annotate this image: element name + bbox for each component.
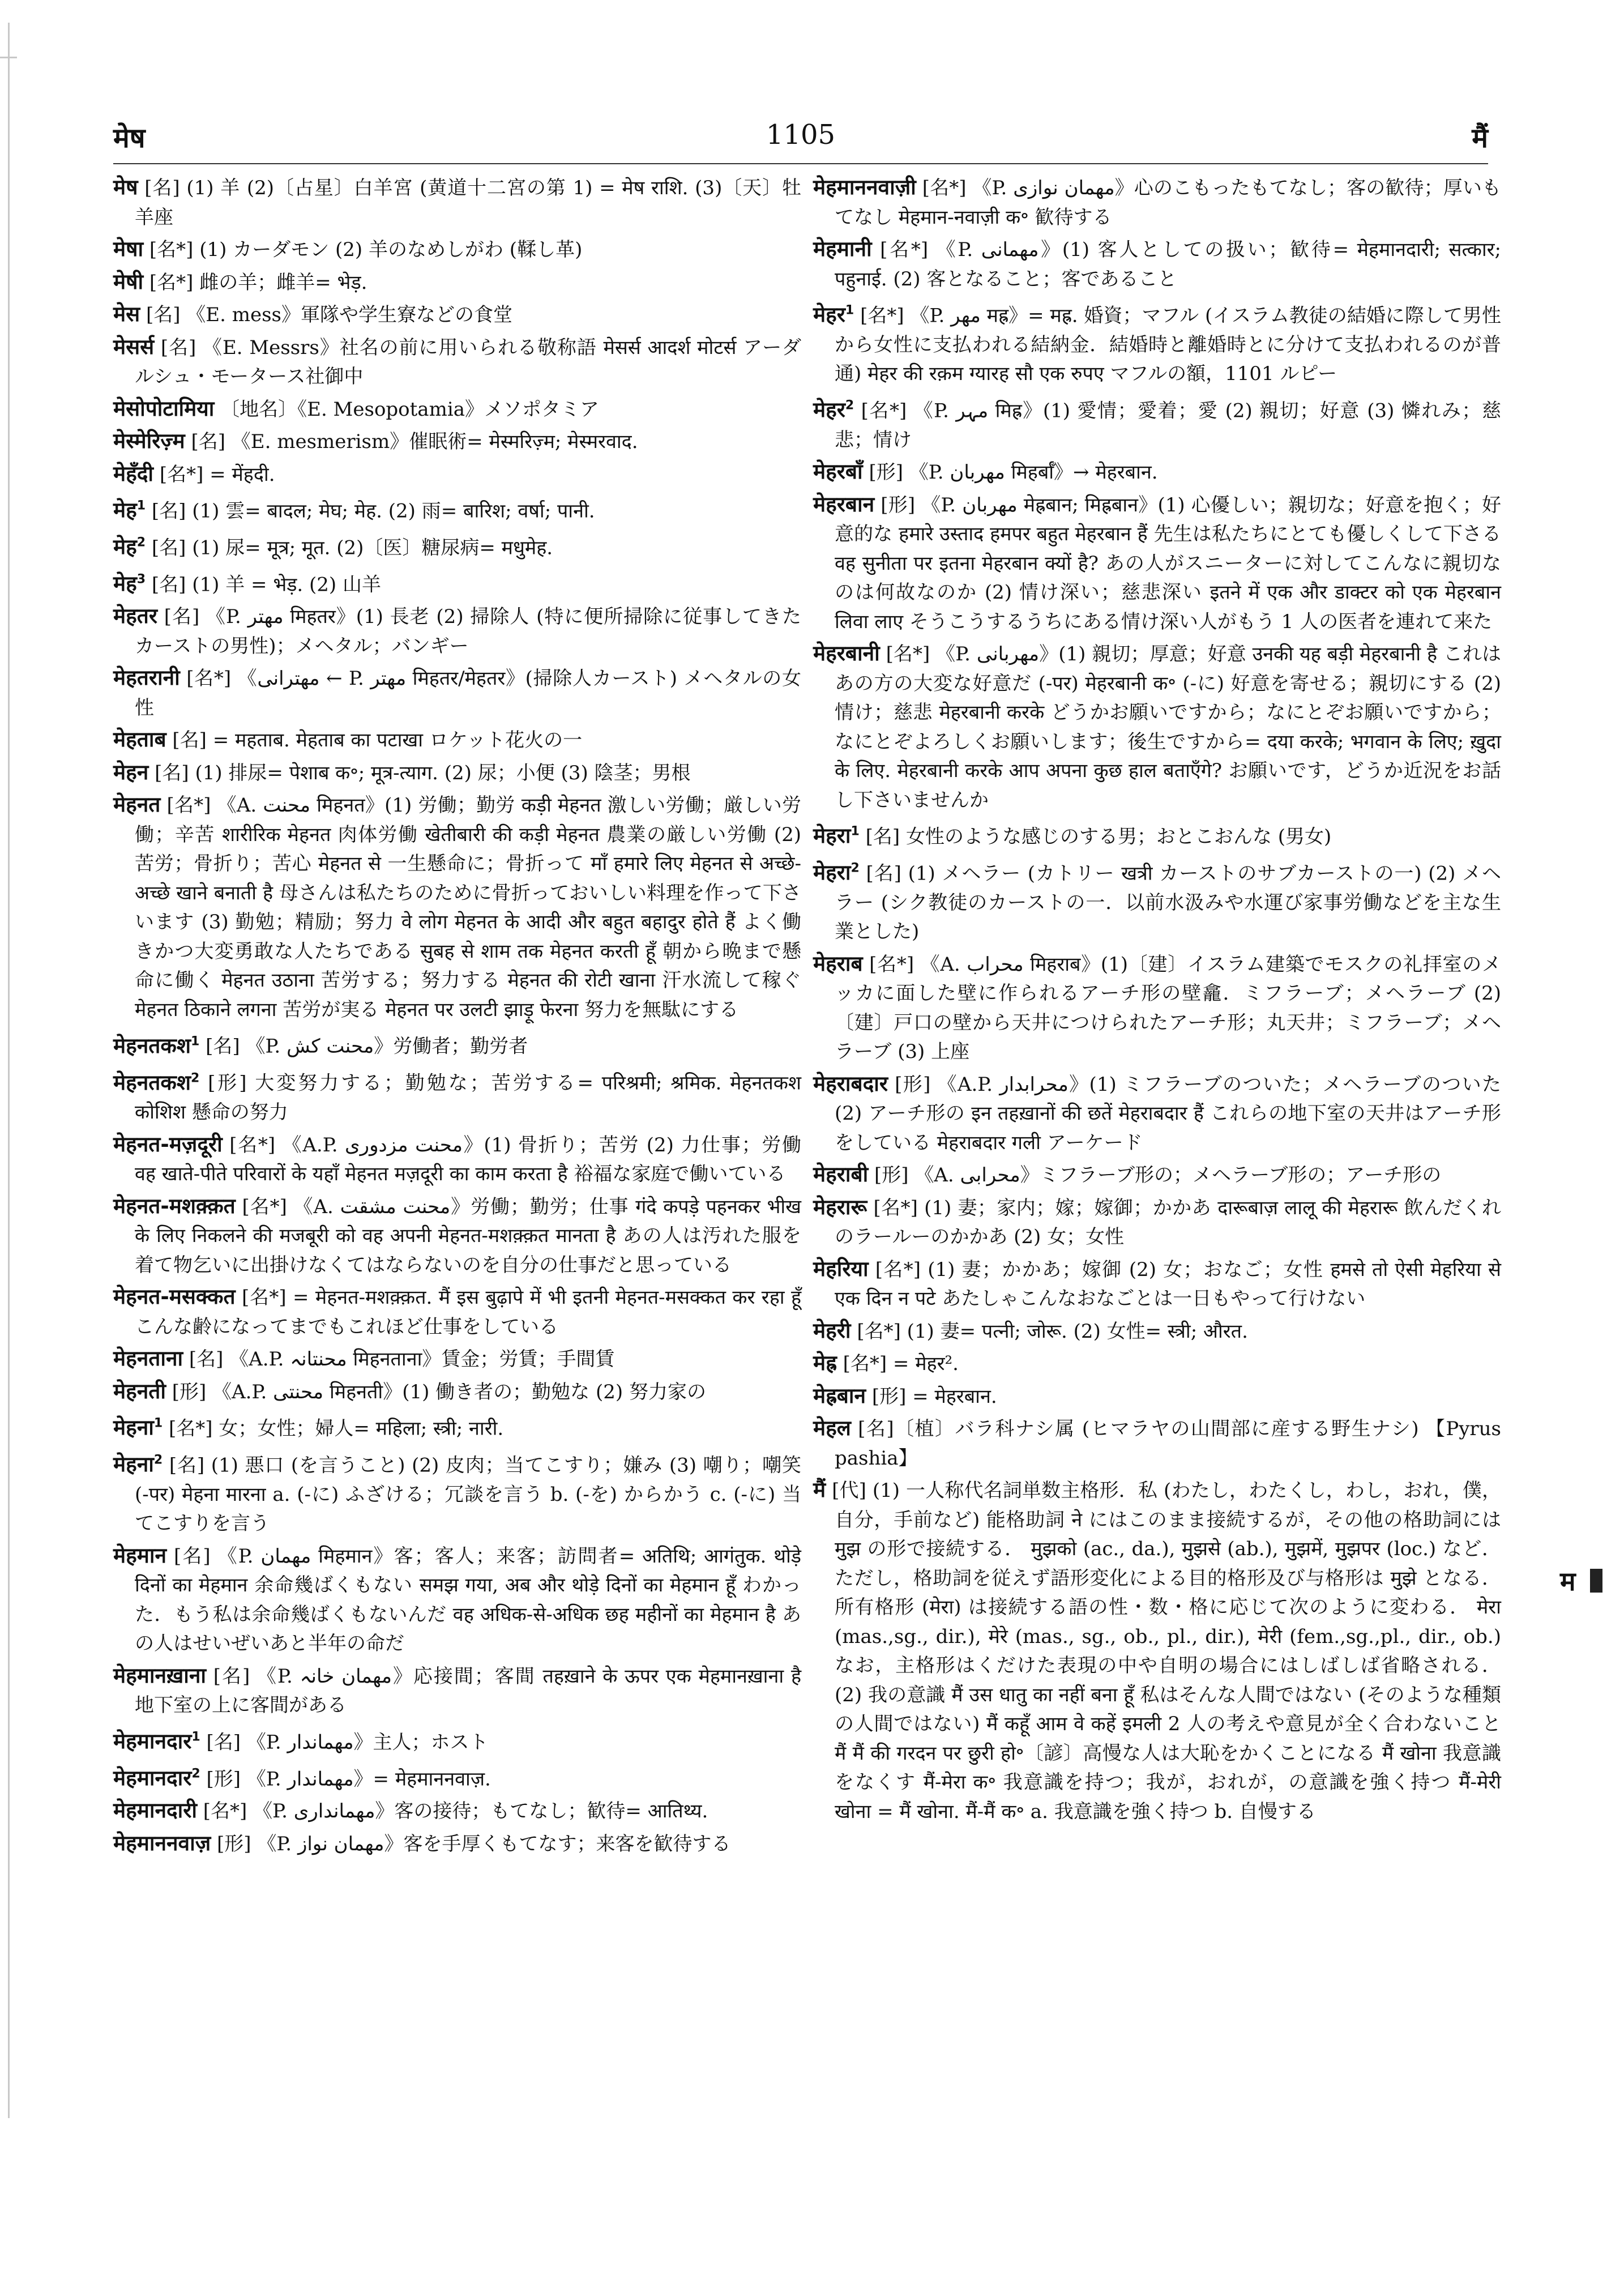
page-margin-tick	[0, 57, 17, 58]
headword-text: मेहराबी	[813, 1162, 869, 1187]
homograph-number: 1	[191, 1730, 200, 1744]
dictionary-entry	[113, 758, 801, 788]
dictionary-entry	[813, 1069, 1501, 1158]
headword-text: मेहताब	[113, 727, 166, 752]
dictionary-entry	[813, 949, 1501, 1067]
entry-headword	[113, 175, 138, 199]
dictionary-entry	[113, 1130, 801, 1189]
entry-definition: [名] 女性のような感じのする男；おとこおんな (男女)	[865, 825, 1332, 848]
entry-definition: [名*] = मेहर².	[843, 1352, 959, 1376]
dictionary-entry	[813, 1193, 1501, 1252]
entry-headword	[113, 1284, 236, 1309]
entry-headword	[813, 1072, 888, 1096]
homograph-number: 1	[190, 1034, 200, 1049]
guide-word-right: मैं	[1472, 122, 1488, 154]
entry-headword	[813, 1257, 869, 1281]
entry-definition: [名] = महताब. मेहताब का पटाखा ロケット花火の一	[172, 729, 583, 752]
entry-headword	[113, 396, 214, 421]
dictionary-entry	[813, 1414, 1501, 1473]
page-number: 1105	[766, 119, 836, 151]
entry-definition: [名] 《P. مهماندار》主人；ホスト	[206, 1731, 489, 1754]
entry-headword	[113, 760, 148, 784]
entry-definition: [形] 《A.P. محنتی मिहनती》(1) 働き者の；勤勉な (2) 努力家の	[172, 1380, 706, 1403]
dictionary-entry	[813, 234, 1501, 294]
headword-text: मेहरबान	[813, 492, 875, 517]
headword-text: मेह	[113, 571, 137, 596]
homograph-number: 1	[845, 304, 854, 318]
entry-headword	[813, 1162, 868, 1186]
dictionary-entry	[113, 1377, 801, 1407]
entry-headword	[113, 237, 143, 261]
dictionary-entry	[113, 1796, 801, 1826]
headword-text: मेहरा	[813, 823, 851, 848]
entry-headword	[113, 1379, 166, 1403]
dictionary-entry	[113, 1282, 801, 1342]
entry-definition: [名] (1) 羊 = भेड़. (2) 山羊	[151, 573, 381, 596]
right-column	[813, 173, 1501, 1829]
entry-headword	[113, 1346, 183, 1371]
page-header	[113, 108, 1488, 153]
entry-headword	[113, 1415, 163, 1440]
entry-definition: [名*] 《P. مہر मिह्र》(1) 愛情；愛着；愛 (2) 親切；好意 (3) 憐れみ；慈悲；情け	[835, 399, 1501, 451]
dictionary-entry	[813, 1254, 1501, 1314]
entry-headword	[113, 429, 185, 453]
entry-headword	[113, 535, 146, 559]
dictionary-entry	[813, 173, 1501, 232]
headword-text: मेहन	[113, 759, 149, 784]
entry-definition: [名] 《P. مهمان خانہ》応接間；客間 तहख़ाने के ऊपर एक मेहमानख़ाना है 地下室の上に客間がある	[135, 1664, 801, 1717]
entry-headword	[813, 302, 854, 327]
homograph-number: 2	[845, 398, 854, 413]
entry-definition: [名] 《E. mesmerism》催眠術= मेस्मरिज़्म; मेस्मरवाद.	[191, 430, 638, 453]
entry-definition: [名] (1) 尿= मूत्र; मूत. (2)〔医〕糖尿病= मधुमेह.	[151, 536, 553, 560]
entry-headword	[113, 1452, 163, 1476]
homograph-number: 2	[191, 1766, 200, 1781]
guide-word-left: मेष	[113, 122, 146, 154]
headword-text: मेहमान	[113, 1543, 167, 1568]
dictionary-entry	[113, 459, 801, 490]
entry-definition: [形] 《P. مهربان मेह्रबान; मिह्रबान》(1) 心優しい；親切な；好意を抱く；好意的な हमारे उस्ताद हमपर बहुत मेहरबान हैं 先生は私たちにとても優しくして下さる वह सुनीता पर इतना मेहरबान क्यों है? あの人がスニーターに対してこんなに親切なのは何故なのか (2) 情け深い；慈悲深い इतने में एक और डाक्टर को एक मेहरबान लिवा लाए そうこうするうちにある情け深い人がもう 1 人の医者を連れて来た	[835, 493, 1502, 633]
entry-headword	[113, 1663, 206, 1688]
dictionary-entry	[113, 492, 801, 526]
dictionary-entry	[113, 267, 801, 298]
headword-text: मेहल	[813, 1416, 851, 1441]
headword-text: मेहरबाँ	[813, 459, 863, 484]
entry-definition: [名] (1) 悪口 (を言うこと) (2) 皮肉；当てこすり；嫌み (3) 嘲り；嘲笑 (-पर) मेहना मारना a. (-に) ふざける；冗談を言う b. (-を) からかう c. (-に) 当てこすりを言う	[135, 1454, 801, 1535]
entry-definition: [名*] = मेंहदी.	[159, 463, 275, 486]
headword-text: मेहरारू	[813, 1194, 867, 1219]
headword-text: मेह	[113, 535, 137, 560]
dictionary-entry	[113, 1027, 801, 1061]
entry-definition: [名*] = मेहनत-मशक़्क़त. मैं इस बुढ़ापे में भी इतनी मेहनत-मसक्कत कर रहा हूँ こんな齢になってまでもこれほど仕事をしている	[135, 1286, 801, 1338]
entry-headword	[813, 1416, 851, 1440]
entry-headword	[113, 302, 140, 326]
headword-text: मेहमानी	[813, 237, 872, 261]
entry-headword	[813, 860, 860, 885]
entry-definition: [名] 《P. مهتر मिहतर》(1) 長老 (2) 掃除人 (特に便所掃除に従事してきたカーストの男性)；メヘタル；バンギー	[135, 605, 802, 658]
entry-definition: [名] (1) 排尿= पेशाब क॰; मूत्र-त्याग. (2) 尿；小便 (3) 陰茎；男根	[155, 761, 691, 784]
entry-definition: [名*] 《P. مهمان نوازی》心のこもったもてなし；客の歓待；厚いもてなし मेहमान-नवाज़ी क॰ 歓待する	[835, 177, 1502, 229]
dictionary-entry	[813, 854, 1501, 947]
headword-text: मेहना	[113, 1452, 154, 1477]
entry-definition: [名*] 《P. مهمانداری》客の接待；もてなし；歓待= आतिथ्य.	[203, 1800, 708, 1823]
dictionary-entry	[113, 173, 801, 232]
headword-text: मैं	[813, 1478, 826, 1503]
homograph-number: 1	[153, 1416, 163, 1431]
entry-definition: [名*] (1) 妻；家内；嫁；嫁御；かかあ दारूबाज़ लालू की मेहरारू 飲んだくれのラールーのかかあ (2) 女；女性	[835, 1196, 1501, 1249]
entry-definition: [名*] (1) 妻= पत्नी; जोरू. (2) 女性= स्त्री; औरत.	[857, 1320, 1248, 1343]
headword-text: मेहनत-मसक्कत	[113, 1284, 236, 1309]
entry-definition: [形] 大変努力する；勤勉な；苦労する= परिश्रमी; श्रमिक. मेहनतकश कोशिश 懸命の努力	[135, 1072, 801, 1124]
entry-headword	[113, 1766, 200, 1790]
dictionary-entry	[113, 1192, 801, 1281]
headword-text: मेहनतकश	[113, 1033, 191, 1058]
entry-headword	[813, 1384, 866, 1408]
entry-definition: [名*] 《A. محنت مشقت》労働；勤労；仕事 गंदे कपड़े पहनकर भीख के लिए निकलने की मजबूरी को वह अपनी मेहनत-मशक़्क़त मानता है あの人は汚れた服を着て物乞いに出掛けなくてはならないのを自分の仕事だと思っている	[135, 1195, 801, 1277]
headword-text: मेह्र	[813, 1351, 837, 1376]
entry-definition: [名] (1) メヘラー (カトリー खत्री カーストのサブカーストの一) (2) メヘラー (シク教徒のカーストの一．以前水汲みや水運び家事労働などを主な生業とした)	[835, 862, 1501, 944]
entry-definition: [名*] 《P. مهر मह्र》= मह्र. 婚資；マフル (イスラム教徒の結婚に際して男性から女性に支払われる結納金．結婚時と離婚時とに分けて支払われるのが普通) मेहर की रक़म ग्यारह सौ एक रुपए マフルの額，1101 ルピー	[835, 304, 1501, 386]
headword-text: मेहराबदार	[813, 1071, 888, 1096]
dictionary-entry	[113, 426, 801, 457]
entry-definition: [形] 《P. مهمان نواز》客を手厚くもてなす；来客を歓待する	[216, 1832, 731, 1855]
dictionary-entry	[813, 391, 1501, 455]
headword-text: मेहमानदार	[113, 1729, 192, 1754]
headword-text: मेह्रबान	[813, 1383, 866, 1408]
headword-text: मेसर्स	[113, 334, 155, 359]
headword-text: मेहरी	[813, 1318, 851, 1343]
dictionary-entry	[113, 1344, 801, 1375]
entry-headword	[113, 1132, 223, 1156]
dictionary-entry	[813, 490, 1501, 637]
entry-definition: [形] = मेहरबान.	[871, 1385, 997, 1408]
headword-text: मेहमानदार	[113, 1765, 192, 1790]
headword-text: मेहमाननवाज़	[113, 1830, 211, 1855]
headword-text: मेहराब	[813, 951, 863, 976]
dictionary-entry	[113, 601, 801, 661]
entry-headword	[113, 1798, 197, 1822]
entry-definition: [名*] 《A.P. محنت مزدوری》(1) 骨折り；苦労 (2) 力仕事；労働 वह खाते-पीते परिवारों के यहाँ मेहनत मज़दूरी का काम करता है 裕福な家庭で働いている	[135, 1133, 801, 1186]
headword-text: मेषी	[113, 269, 144, 294]
headword-text: मेहमानदारी	[113, 1798, 197, 1823]
headword-text: मेहरा	[813, 860, 851, 885]
dictionary-entry	[113, 1409, 801, 1444]
headword-text: मेष	[113, 175, 138, 199]
dictionary-entry	[113, 1541, 801, 1659]
dictionary-entry	[813, 457, 1501, 488]
headword-text: मेहमानख़ाना	[113, 1663, 206, 1688]
entry-headword	[113, 335, 154, 359]
headword-text: मेहतरानी	[113, 665, 180, 690]
dictionary-entry	[113, 1829, 801, 1859]
headword-text: मेहना	[113, 1415, 154, 1440]
thumb-index-marker	[1590, 1569, 1602, 1593]
dictionary-entry	[813, 1381, 1501, 1412]
entry-definition: [名] 《E. Messrs》社名の前に用いられる敬称語 मेसर्स आदर्श मोटर्स アーダルシュ・モータース社御中	[135, 336, 802, 388]
entry-headword	[813, 492, 874, 517]
entry-headword	[813, 1478, 826, 1502]
entry-headword	[113, 270, 143, 294]
dictionary-entry	[113, 565, 801, 600]
entry-headword	[813, 951, 863, 976]
entry-definition: [名*] (1) 妻；かかあ；嫁御 (2) 女；おなご；女性 हमसे तो ऐसी मेहरिया से एक दिन न पटे あたしゃこんなおなごとは一日もやって行けない	[835, 1258, 1502, 1311]
entry-headword	[113, 1070, 199, 1095]
entry-definition: [名] (1) 羊 (2)〔占星〕白羊宮 (黄道十二宮の第 1) = मेष राशि. (3)〔天〕牡羊座	[135, 177, 802, 229]
dictionary-entry	[813, 1475, 1501, 1826]
homograph-number: 1	[136, 499, 146, 513]
entry-headword	[813, 1351, 837, 1375]
entry-headword	[113, 665, 180, 690]
dictionary-entry	[813, 817, 1501, 852]
homograph-number: 2	[153, 1453, 163, 1467]
entry-headword	[113, 1194, 236, 1218]
dictionary-entry	[113, 1661, 801, 1721]
left-column	[113, 173, 801, 1861]
headword-text: मेस	[113, 302, 140, 326]
entry-definition: 〔地名〕《E. Mesopotamia》メソポタミア	[220, 398, 599, 421]
headword-text: मेहर	[813, 398, 845, 422]
dictionary-entry	[113, 300, 801, 330]
dictionary-entry	[113, 1723, 801, 1757]
entry-headword	[113, 498, 146, 522]
headword-text: मेहरबानी	[813, 641, 880, 666]
homograph-number: 2	[851, 861, 860, 876]
entry-headword	[113, 1831, 211, 1855]
headword-text: मेहनतकश	[113, 1070, 191, 1095]
headword-text: मेहमाननवाज़ी	[813, 175, 916, 199]
headword-text: मेषा	[113, 237, 144, 261]
dictionary-entry	[113, 1446, 801, 1539]
entry-headword	[813, 398, 854, 422]
headword-text: मेहनत-मज़दूरी	[113, 1132, 223, 1156]
headword-text: मेहँदी	[113, 461, 154, 486]
homograph-number: 2	[136, 535, 146, 550]
dictionary-entry	[113, 332, 801, 392]
entry-definition: [名*] 《P. مهربانی》(1) 親切；厚意；好意 उनकी यह बड़ी मेहरबानी है これはあの方の大変な好意だ (-पर) मेहरबानी क॰ (-に) 好意を寄せる；親切にする (2) 情け；慈悲 मेहरबानी करके どうかお願いですから；なにとぞお願いですから；なにとぞよろしくお願いします；後生ですから= दया करके; भगवान के लिए; ख़ुदा के लिए. मेहरबानी करके आप अपना कुछ हाल बताएँगे? お願いです，どうか近況をお話し下さいませんか	[835, 643, 1501, 812]
headword-text: मेस्मेरिज़्म	[113, 429, 185, 453]
dictionary-entry	[113, 663, 801, 723]
homograph-number: 3	[136, 572, 146, 587]
entry-headword	[813, 237, 872, 261]
entry-definition: [名] (1) 雲= बादल; मेघ; मेह. (2) 雨= बारिश; वर्षा; पानी.	[151, 500, 595, 523]
entry-definition: [名*] 《A. محنت मिहनत》(1) 労働；勤労 कड़ी मेहनत 激しい労働；厳しい労働；辛苦 शारीरिक मेहनत 肉体労働 खेतीबारी की कड़ी मेहनत 農業の厳しい労働 (2) 苦労；骨折り；苦心 मेहनत से 一生懸命に；骨折って माँ हमारे लिए मेहनत से अच्छे-अच्छे खाने बनाती है 母さんは私たちのために骨折っておいしい料理を作って下さいます (3) 勤勉；精励；努力 वे लोग मेहनत के आदी और बहुत बहादुर होते हैं よく働きかつ大変勇敢な人たちである सुबह से शाम तक मेहनत करती हूँ 朝から晩まで懸命に働く मेहनत उठाना 苦労する；努力する मेहनत की रोटी खाना 汗水流して稼ぐ मेहनत ठिकाने लगना 苦労が実る मेहनत पर उलटी झाड़ू फेरना 努力を無駄にする	[135, 794, 802, 1021]
entry-headword	[113, 462, 153, 486]
entry-headword	[813, 175, 916, 199]
entry-headword	[113, 571, 146, 596]
dictionary-entry	[113, 1760, 801, 1794]
entry-definition: [名] 《A.P. محنتانہ मिहनताना》賃金；労賃；手間賃	[189, 1348, 615, 1371]
entry-definition: [名*] (1) カーダモン (2) 羊のなめしがわ (鞣し革)	[149, 238, 583, 261]
dictionary-entry	[813, 639, 1501, 815]
homograph-number: 1	[851, 825, 860, 839]
headword-text: मेहरिया	[813, 1256, 869, 1281]
headword-text: मेहतर	[113, 604, 157, 629]
entry-definition: [名] 《E. mess》軍隊や学生寮などの食堂	[146, 304, 512, 326]
headword-text: मेह	[113, 498, 137, 523]
entry-definition: [形] 《A.P. محرابدار》(1) ミフラーブのついた；メヘラーブのついた (2) アーチ形の इन तहख़ानों की छतें मेहराबदार हैं これらの地下室の天井はアーチ形をしている मेहराबदार गली アーケード	[835, 1073, 1501, 1154]
headword-text: मेहनताना	[113, 1346, 183, 1371]
headword-text: मेहनत	[113, 792, 161, 817]
entry-headword	[113, 727, 166, 752]
headword-text: मेहर	[813, 302, 845, 327]
entry-definition: [名*] 《مهترانی ← P. مهتر मिहतर/मेहतर》(掃除人カースト) メヘタルの女性	[135, 667, 801, 719]
dictionary-entry	[113, 394, 801, 425]
homograph-number: 2	[190, 1071, 200, 1086]
dictionary-entry	[813, 1316, 1501, 1347]
entry-definition: [名*] 女；女性；婦人= महिला; स्त्री; नारी.	[169, 1417, 504, 1440]
entry-definition: [形] 《P. مهماندار》= मेहमाननवाज़.	[206, 1767, 491, 1790]
entry-definition: [形] 《A. محرابی》ミフラーブ形の；メヘラーブ形の；アーチ形の	[874, 1164, 1442, 1187]
entry-headword	[113, 604, 157, 628]
entry-headword	[813, 1195, 867, 1219]
entry-definition: [名]〔植〕バラ科ナシ属 (ヒマラヤの山間部に産する野生ナシ) 【Pyrus pashia】	[835, 1418, 1501, 1470]
headword-text: मेहनती	[113, 1378, 166, 1403]
thumb-index-letter: म	[1560, 1566, 1576, 1597]
entry-definition: [名*] 《A. محراب मिहराब》(1)〔建〕イスラム建築でモスクの礼拝室のメッカに面した壁に作られるアーチ形の壁龕．ミフラーブ；メヘラーブ (2)〔建〕戸口の壁から天井につけられたアーチ形；丸天井；ミフラーブ；メヘラーブ (3) 上座	[835, 953, 1501, 1064]
dictionary-entry	[113, 790, 801, 1025]
entry-headword	[813, 823, 860, 848]
entry-headword	[113, 1034, 199, 1058]
entry-definition: [名*] 雌の羊；雌羊= भेड़.	[149, 271, 367, 294]
entry-definition: [名] 《P. محنت کش》労働者；勤労者	[206, 1035, 528, 1058]
headword-text: मेसोपोटामिया	[113, 396, 215, 421]
dictionary-entry	[113, 725, 801, 756]
entry-headword	[113, 1543, 166, 1568]
entry-definition: [形] 《P. مهربان मिहर्बाँ》→ मेहरबान.	[869, 461, 1158, 484]
headword-text: मेहनत-मशक़्क़त	[113, 1193, 236, 1218]
entry-headword	[113, 792, 160, 817]
entry-definition: [名] 《P. مهمان मिहमान》客；客人；来客；訪問者= अतिथि; आगंतुक. थोड़े दिनों का मेहमान 余命幾ばくもない समझ गया, अब और थोड़े दिनों का मेहमान हूँ わかった．もう私は余命幾ばくもないんだ वह अधिक-से-अधिक छह महीनों का मेहमान है あの人はせいぜいあと半年の命だ	[135, 1544, 801, 1655]
page-margin-line	[8, 23, 10, 2118]
entry-headword	[813, 641, 880, 665]
entry-headword	[813, 459, 863, 484]
dictionary-entry	[813, 1160, 1501, 1190]
dictionary-entry	[113, 528, 801, 563]
entry-definition: [代] (1) 一人称代名詞単数主格形．私 (わたし，わたくし，わし，おれ，僕，自分，手前など) 能格助詞 ने にはこのまま接続するが，その他の格助詞には मुझ の形で接続する． मुझको (ac., da.), मुझसे (ab.), मुझमें, मुझपर (loc.) など．ただし，格助詞を従えず語形変化による目的格形及び与格形は मुझे となる．所有格形 (मेरा) は接続する語の性・数・格に応じて次のように変わる． मेरा (mas.,sg., dir.), मेरे (mas., sg., ob., pl., dir.), मेरी (fem.,sg.,pl., dir., ob.) なお，主格形はくだけた表現の中や自明の場合にはしばしば省略される． (2) 我の意識 मैं उस धातु का नहीं बना हूँ 私はそんな人間ではない (そのような種類の人間ではない) मैं कहूँ आम वे कहें इमली 2 人の考えや意見が全く合わないこと मैं मैं की गरदन पर छुरी हो॰〔諺〕高慢な人は大恥をかくことになる मैं खोना 我意識をなくす मैं-मेरा क॰ 我意識を持つ；我が，おれが，の意識を強く持つ मैं-मेरी खोना = मैं खोना. मैं-मैं क॰ a. 我意識を強く持つ b. 自慢する	[832, 1479, 1501, 1823]
dictionary-entry	[813, 1348, 1501, 1379]
dictionary-entry	[813, 296, 1501, 389]
header-rule	[113, 163, 1488, 164]
entry-definition: [名*] 《P. مهمانی》(1) 客人としての扱い；歓待= मेहमानदारी; सत्कार; पहुनाई. (2) 客となること；客であること	[835, 238, 1501, 291]
dictionary-entry	[113, 234, 801, 265]
entry-headword	[813, 1318, 851, 1343]
dictionary-entry	[113, 1064, 801, 1127]
entry-headword	[113, 1729, 200, 1753]
